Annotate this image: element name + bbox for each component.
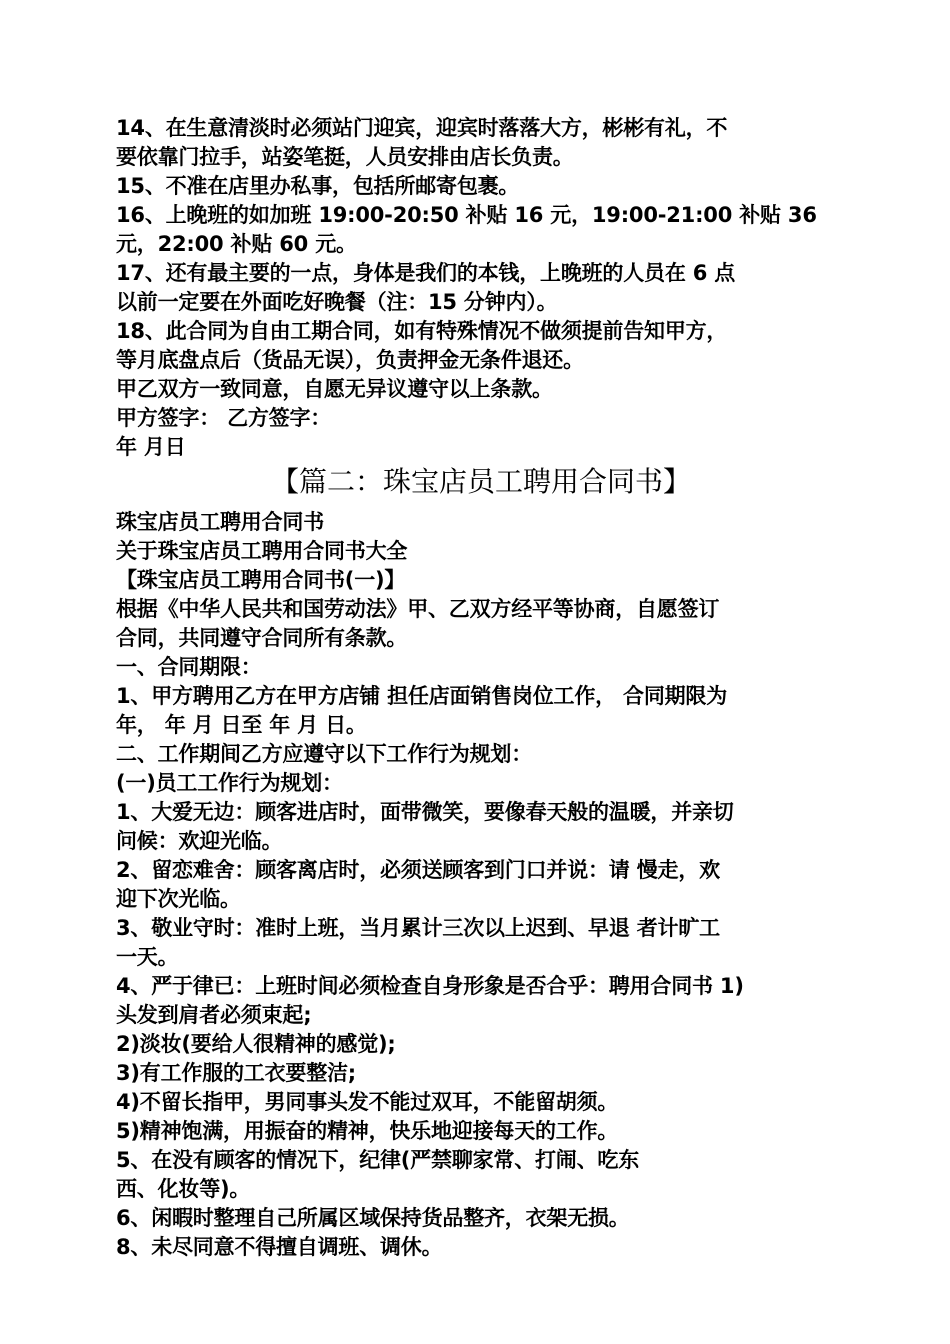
text-line: 5)精神饱满，用振奋的精神，快乐地迎接每天的工作。 [116, 1119, 619, 1143]
text-line: (一)员工工作行为规划： [116, 771, 343, 795]
text-line: 【珠宝店员工聘用合同书(一)】 [116, 568, 406, 592]
date-line: 年 月日 [116, 435, 186, 459]
text-line: 17、还有最主要的一点，身体是我们的本钱，上晚班的人员在 6 点 [116, 261, 736, 285]
section-title: 【篇二：珠宝店员工聘用合同书】 [270, 465, 691, 498]
document-body [116, 114, 836, 1262]
text-line: 5、在没有顾客的情况下，纪律(严禁聊家常、打闹、吃东 [116, 1148, 640, 1172]
text-line: 甲乙双方一致同意，自愿无异议遵守以上条款。 [116, 377, 553, 401]
text-line: 以前一定要在外面吃好晚餐（注：15 分钟内）。 [116, 290, 558, 314]
text-line: 3)有工作服的工衣要整洁; [116, 1061, 357, 1085]
text-line: 一、合同期限： [116, 655, 262, 679]
text-line: 年， 年 月 日至 年 月 日。 [116, 713, 367, 737]
text-line: 西、化妆等)。 [116, 1177, 251, 1201]
text-line: 1、甲方聘用乙方在甲方店铺 担任店面销售岗位工作， 合同期限为 [116, 684, 728, 708]
text-line: 元，22:00 补贴 60 元。 [116, 232, 357, 256]
text-line: 6、闲暇时整理自己所属区域保持货品整齐，衣架无损。 [116, 1206, 630, 1230]
signature-line: 甲方签字： 乙方签字： [116, 406, 332, 430]
text-line: 一天。 [116, 945, 179, 969]
text-line: 8、未尽同意不得擅自调班、调休。 [116, 1235, 443, 1259]
contract-part-one [116, 114, 836, 462]
text-line: 迎下次光临。 [116, 887, 241, 911]
text-line: 14、在生意清淡时必须站门迎宾，迎宾时落落大方，彬彬有礼，不 [116, 116, 728, 140]
text-line: 根据《中华人民共和国劳动法》甲、乙双方经平等协商，自愿签订 [116, 597, 720, 621]
text-line: 二、工作期间乙方应遵守以下工作行为规划： [116, 742, 532, 766]
text-line: 珠宝店员工聘用合同书 [116, 510, 324, 534]
text-line: 4)不留长指甲，男同事头发不能过双耳，不能留胡须。 [116, 1090, 619, 1114]
text-line: 4、严于律已：上班时间必须检查自身形象是否合乎：聘用合同书 1) [116, 974, 744, 998]
text-line: 1、大爱无边：顾客进店时，面带微笑，要像春天般的温暖，并亲切 [116, 800, 734, 824]
text-line: 要依靠门拉手，站姿笔挺，人员安排由店长负责。 [116, 145, 574, 169]
contract-part-two [116, 508, 836, 1262]
text-line: 16、上晚班的如加班 19:00-20:50 补贴 16 元，19:00-21:00 补贴 36 [116, 203, 817, 227]
text-line: 关于珠宝店员工聘用合同书大全 [116, 539, 408, 563]
text-line: 18、此合同为自由工期合同，如有特殊情况不做须提前告知甲方， [116, 319, 728, 343]
text-line: 2、留恋难舍：顾客离店时，必须送顾客到门口并说：请 慢走，欢 [116, 858, 720, 882]
text-line: 合同，共同遵守合同所有条款。 [116, 626, 408, 650]
text-line: 问候：欢迎光临。 [116, 829, 283, 853]
text-line: 等月底盘点后（货品无误），负责押金无条件退还。 [116, 348, 584, 372]
text-line: 头发到肩者必须束起; [116, 1003, 312, 1027]
text-line: 15、不准在店里办私事，包括所邮寄包裹。 [116, 174, 520, 198]
text-line: 3、敬业守时：准时上班，当月累计三次以上迟到、早退 者计旷工 [116, 916, 720, 940]
text-line: 2)淡妆(要给人很精神的感觉); [116, 1032, 396, 1056]
